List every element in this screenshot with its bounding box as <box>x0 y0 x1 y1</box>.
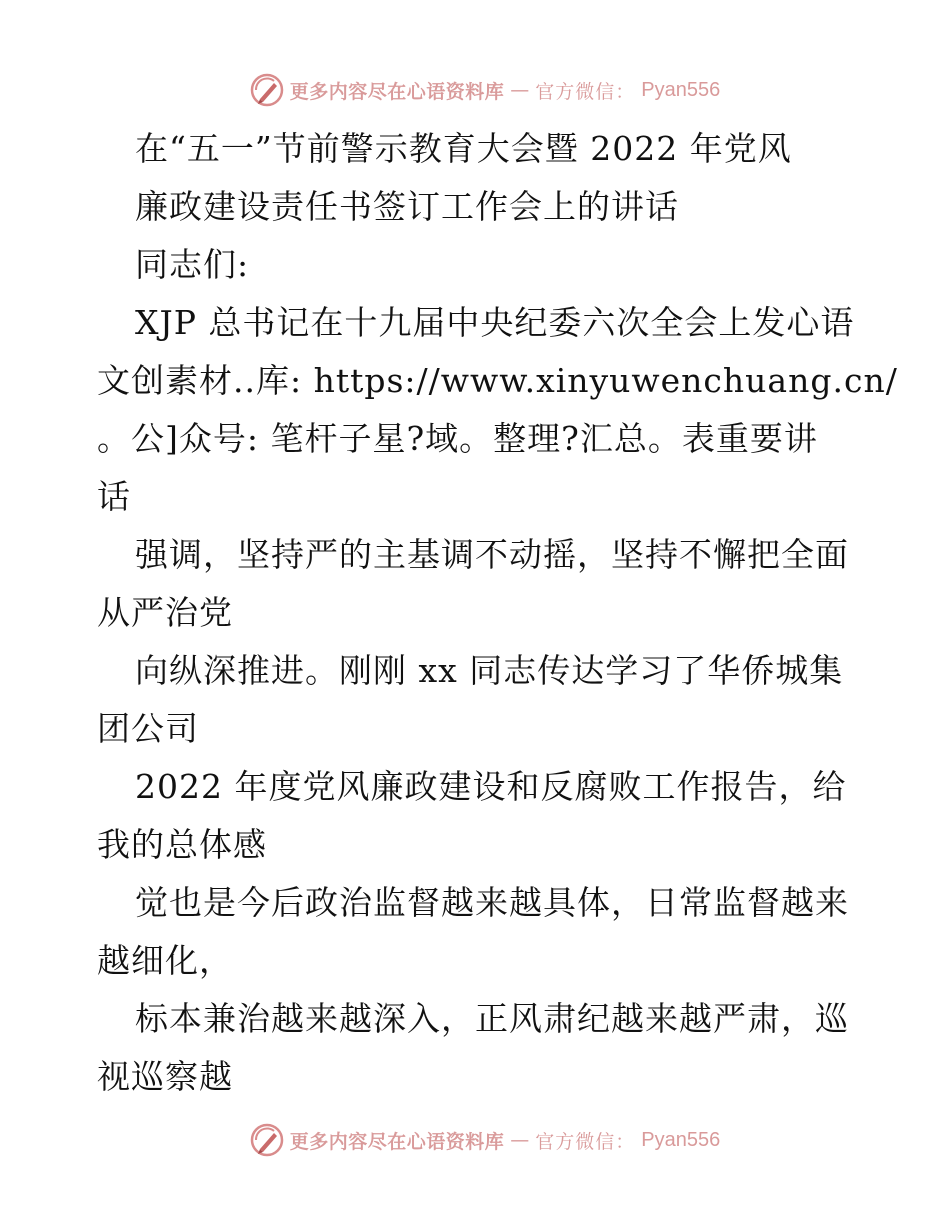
salutation: 同志们: <box>135 245 250 284</box>
footer-watermark <box>0 1120 950 1160</box>
paragraph-line: XJP 总书记在十九届中央纪委六次全会上发心语 <box>135 303 855 342</box>
paragraph-line: 向纵深推进。刚刚 xx 同志传达学习了华侨城集 <box>135 651 844 690</box>
watermark-dash: — <box>510 1129 530 1151</box>
watermark-text: 更多内容尽在心语资料库 <box>289 80 505 103</box>
header-watermark <box>0 70 950 110</box>
paragraph-line: 。公]众号: 笔杆子星?域。整理?汇总。表重要讲 <box>97 419 818 458</box>
paragraph-line: 话 <box>97 477 131 516</box>
paragraph-line: 文创素材..库: https://www.xinyuwenchuang.cn/ <box>97 361 898 400</box>
watermark-wechat-id: Pyan556 <box>641 78 721 101</box>
pen-logo-icon <box>250 1123 284 1157</box>
pen-logo-icon <box>250 73 284 107</box>
paragraph-line: 我的总体感 <box>97 825 267 864</box>
title-line-2: 廉政建设责任书签订工作会上的讲话 <box>135 187 679 226</box>
paragraph-line: 从严治党 <box>97 593 233 632</box>
watermark-official-label: 官方微信： <box>535 80 636 103</box>
paragraph-line: 标本兼治越来越深入，正风肃纪越来越严肃，巡 <box>135 999 849 1038</box>
watermark-group <box>250 1123 721 1157</box>
paragraph-line: 视巡察越 <box>97 1057 233 1096</box>
paragraph-line: 2022 年度党风廉政建设和反腐败工作报告，给 <box>135 767 847 806</box>
paragraph-line: 觉也是今后政治监督越来越具体，日常监督越来 <box>135 883 849 922</box>
paragraph-line: 越细化， <box>97 941 233 980</box>
paragraph-line: 团公司 <box>97 709 199 748</box>
watermark-text: 更多内容尽在心语资料库 <box>289 1130 505 1153</box>
paragraph-line: 强调，坚持严的主基调不动摇，坚持不懈把全面 <box>135 535 849 574</box>
title-line-1: 在“五一”节前警示教育大会暨 2022 年党风 <box>135 129 792 168</box>
watermark-wechat-id: Pyan556 <box>641 1128 721 1151</box>
watermark-official-label: 官方微信： <box>535 1130 636 1153</box>
watermark-group <box>250 73 721 107</box>
watermark-dash: — <box>510 79 530 101</box>
document-body <box>97 120 898 1106</box>
